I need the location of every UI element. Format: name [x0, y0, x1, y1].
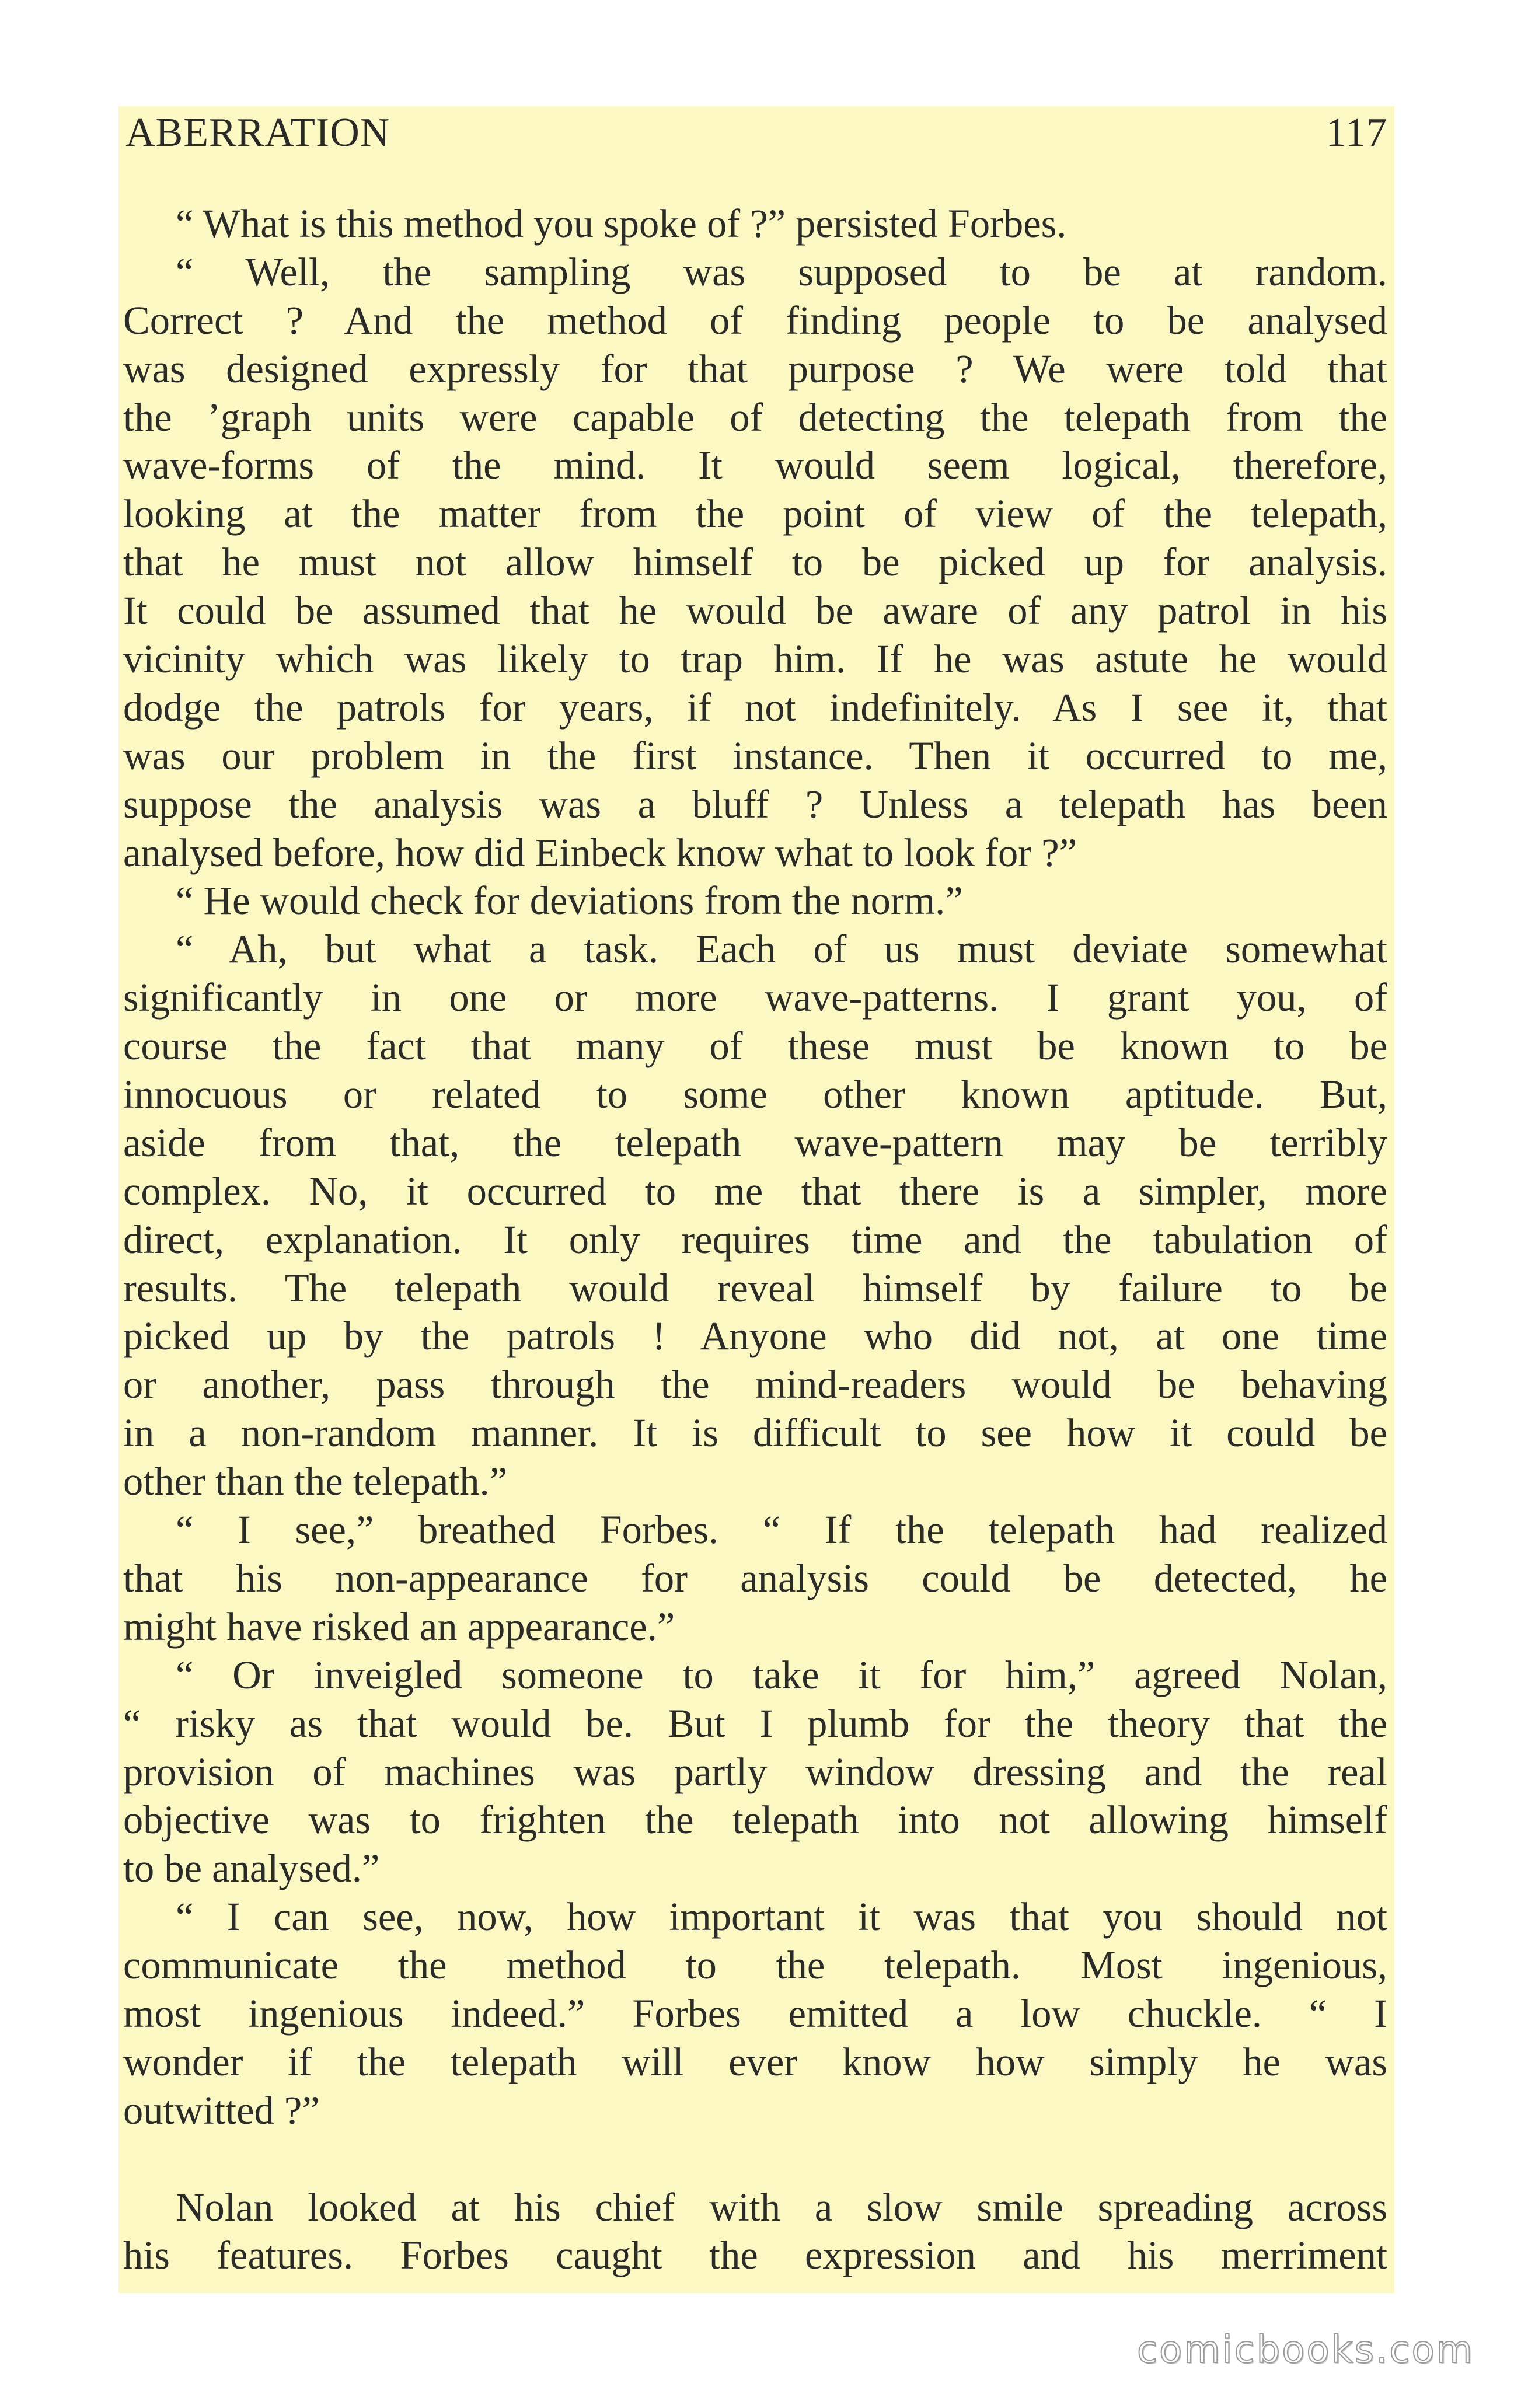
body-text [123, 200, 1387, 2280]
text-line: vicinity which was likely to trap him. If he was astute he would [123, 637, 1387, 682]
text-line: outwitted ?” [123, 2088, 320, 2133]
text-line: might have risked an appearance.” [123, 1604, 675, 1649]
text-line: wonder if the telepath will ever know how simply he was [123, 2039, 1387, 2084]
text-line: Nolan looked at his chief with a slow smile spreading across [176, 2184, 1387, 2229]
text-line: results. The telepath would reveal himself by failure to be [123, 1265, 1387, 1310]
text-line: “ What is this method you spoke of ?” persisted Forbes. [176, 201, 1067, 246]
text-line: was designed expressly for that purpose ? We were told that [123, 346, 1387, 391]
text-line: looking at the matter from the point of view of the telepath, [123, 491, 1387, 536]
text-line: most ingenious indeed.” Forbes emitted a low chuckle. “ I [123, 1991, 1387, 2036]
text-line: objective was to frighten the telepath into not allowing himself [123, 1798, 1387, 1842]
site-watermark: comicbooks.com [1136, 2329, 1474, 2372]
text-line: was our problem in the first instance. Then it occurred to me, [123, 733, 1387, 778]
text-line: in a non-random manner. It is difficult to see how it could be [123, 1411, 1387, 1456]
text-line: course the fact that many of these must be known to be [123, 1024, 1387, 1069]
section-title: ABERRATION [125, 110, 390, 155]
text-line: Correct ? And the method of finding people to be analysed [123, 298, 1387, 343]
running-head [125, 110, 1387, 168]
text-line: aside from that, the telepath wave-pattern may be terribly [123, 1120, 1387, 1165]
text-line: direct, explanation. It only requires time and the tabulation of [123, 1217, 1387, 1262]
text-line: to be analysed.” [123, 1846, 380, 1891]
paragraph-gap [123, 2135, 1387, 2183]
text-line: wave-forms of the mind. It would seem logical, therefore, [123, 443, 1387, 488]
text-line: “ I can see, now, how important it was that you should not [176, 1894, 1387, 1939]
text-line: “ Or inveigled someone to take it for him,” agreed Nolan, [176, 1652, 1387, 1697]
text-line: or another, pass through the mind-readers would be behaving [123, 1362, 1387, 1407]
text-line: complex. No, it occurred to me that there is a simpler, more [123, 1168, 1387, 1213]
text-line: suppose the analysis was a bluff ? Unless a telepath has been [123, 781, 1387, 826]
text-line: other than the telepath.” [123, 1459, 508, 1504]
text-line: significantly in one or more wave-patterns. I grant you, of [123, 975, 1387, 1020]
text-line: dodge the patrols for years, if not indefinitely. As I see it, that [123, 685, 1387, 730]
text-line: the ’graph units were capable of detecting the telepath from the [123, 395, 1387, 439]
text-line: provision of machines was partly window dressing and the real [123, 1749, 1387, 1794]
text-line: “ He would check for deviations from the norm.” [176, 878, 963, 923]
text-line: “ risky as that would be. But I plumb for the theory that the [123, 1701, 1387, 1746]
book-page [118, 106, 1394, 2293]
text-line: “ I see,” breathed Forbes. “ If the telepath had realized [176, 1507, 1387, 1552]
text-line: his features. Forbes caught the expression and his merriment [123, 2233, 1387, 2278]
text-line: It could be assumed that he would be aware of any patrol in his [123, 588, 1387, 633]
text-line: “ Well, the sampling was supposed to be at random. [176, 249, 1387, 294]
text-line: analysed before, how did Einbeck know what to look for ?” [123, 830, 1077, 875]
text-line: “ Ah, but what a task. Each of us must deviate somewhat [176, 927, 1387, 972]
text-line: that his non-appearance for analysis could be detected, he [123, 1555, 1387, 1600]
text-line: picked up by the patrols ! Anyone who did not, at one time [123, 1314, 1387, 1359]
text-line: communicate the method to the telepath. Most ingenious, [123, 1943, 1387, 1988]
text-line: that he must not allow himself to be picked up for analysis. [123, 540, 1387, 585]
page-number: 117 [1325, 110, 1387, 155]
text-line: innocuous or related to some other known aptitude. But, [123, 1072, 1387, 1117]
